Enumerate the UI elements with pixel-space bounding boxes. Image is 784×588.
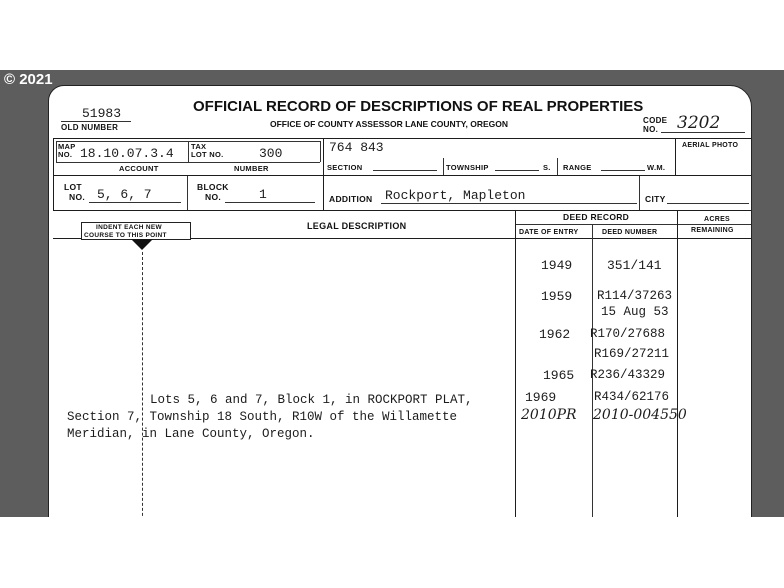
block-no-label: NO. (205, 192, 222, 202)
record-image-viewer (0, 70, 784, 517)
addition-label: ADDITION (329, 194, 373, 204)
code-no-label: NO. (643, 125, 659, 134)
acres-header: ACRES (704, 216, 731, 223)
tax-lot-label: LOT NO. (191, 150, 224, 159)
deed-date: 1969 (525, 390, 557, 405)
legal-description-header: LEGAL DESCRIPTION (307, 221, 407, 231)
number-label: NUMBER (234, 164, 269, 173)
indent-marker-icon (131, 239, 153, 251)
date-of-entry-header: DATE OF ENTRY (519, 229, 579, 236)
indent-note-box (81, 222, 191, 240)
deed-date: 1949 (541, 258, 573, 273)
account-value: 764 843 (329, 140, 384, 155)
lot-label: LOT (64, 182, 82, 192)
deed-number: R169/27211 (594, 347, 670, 361)
deed-record-header: DEED RECORD (563, 212, 630, 222)
lot-value: 5, 6, 7 (97, 187, 152, 202)
indent-note-line-1: INDENT EACH NEW (96, 224, 162, 231)
block-value: 1 (259, 187, 267, 202)
map-no-label: NO. (58, 150, 73, 159)
block-label: BLOCK (197, 182, 229, 192)
township-label: TOWNSHIP (446, 163, 489, 172)
legal-line-1: Lots 5, 6 and 7, Block 1, in ROCKPORT PLAT, (150, 393, 473, 407)
deed-number-header: DEED NUMBER (602, 229, 658, 236)
old-number-value: 51983 (82, 106, 122, 121)
card-subtitle: OFFICE OF COUNTY ASSESSOR LANE COUNTY, OREGON (270, 119, 509, 129)
lot-no-label: NO. (69, 192, 86, 202)
aerial-photo-label: AERIAL PHOTO (682, 142, 739, 149)
deed-number: 2010-004550 (593, 407, 687, 423)
deed-number: 15 Aug 53 (601, 305, 669, 319)
city-label: CITY (645, 194, 666, 204)
deed-number: 351/141 (607, 258, 662, 273)
indent-note-line-2: COURSE TO THIS POINT (84, 232, 167, 239)
addition-value: Rockport, Mapleton (385, 188, 526, 203)
deed-number: R434/62176 (594, 390, 670, 404)
code-value: 3202 (677, 113, 721, 133)
deed-number: R236/43329 (590, 368, 666, 382)
copyright-watermark: © 2021 (4, 71, 53, 88)
map-label: MAP (58, 142, 76, 151)
old-number-label: OLD NUMBER (61, 123, 119, 132)
tax-lot-value: 300 (259, 146, 283, 161)
account-label: ACCOUNT (119, 164, 159, 173)
deed-date: 2010PR (521, 407, 577, 423)
code-label: CODE (643, 116, 668, 125)
legal-line-3: Meridian, in Lane County, Oregon. (67, 427, 315, 441)
remaining-header: REMAINING (691, 227, 734, 234)
s-label: S. (543, 163, 551, 172)
deed-number: R114/37263 (597, 289, 673, 303)
deed-date: 1965 (543, 368, 575, 383)
legal-line-2: Section 7, Township 18 South, R10W of the Willamette (67, 410, 458, 424)
deed-date: 1959 (541, 289, 573, 304)
range-label: RANGE (563, 163, 592, 172)
deed-number: R170/27688 (590, 327, 666, 341)
map-number-value: 18.10.07.3.4 (80, 146, 174, 161)
wm-label: W.M. (647, 163, 666, 172)
property-record-card (48, 85, 752, 517)
tax-label: TAX (191, 142, 207, 151)
deed-date: 1962 (539, 327, 571, 342)
section-label: SECTION (327, 163, 363, 172)
card-title: OFFICIAL RECORD OF DESCRIPTIONS OF REAL PROPERTIES (193, 98, 644, 115)
